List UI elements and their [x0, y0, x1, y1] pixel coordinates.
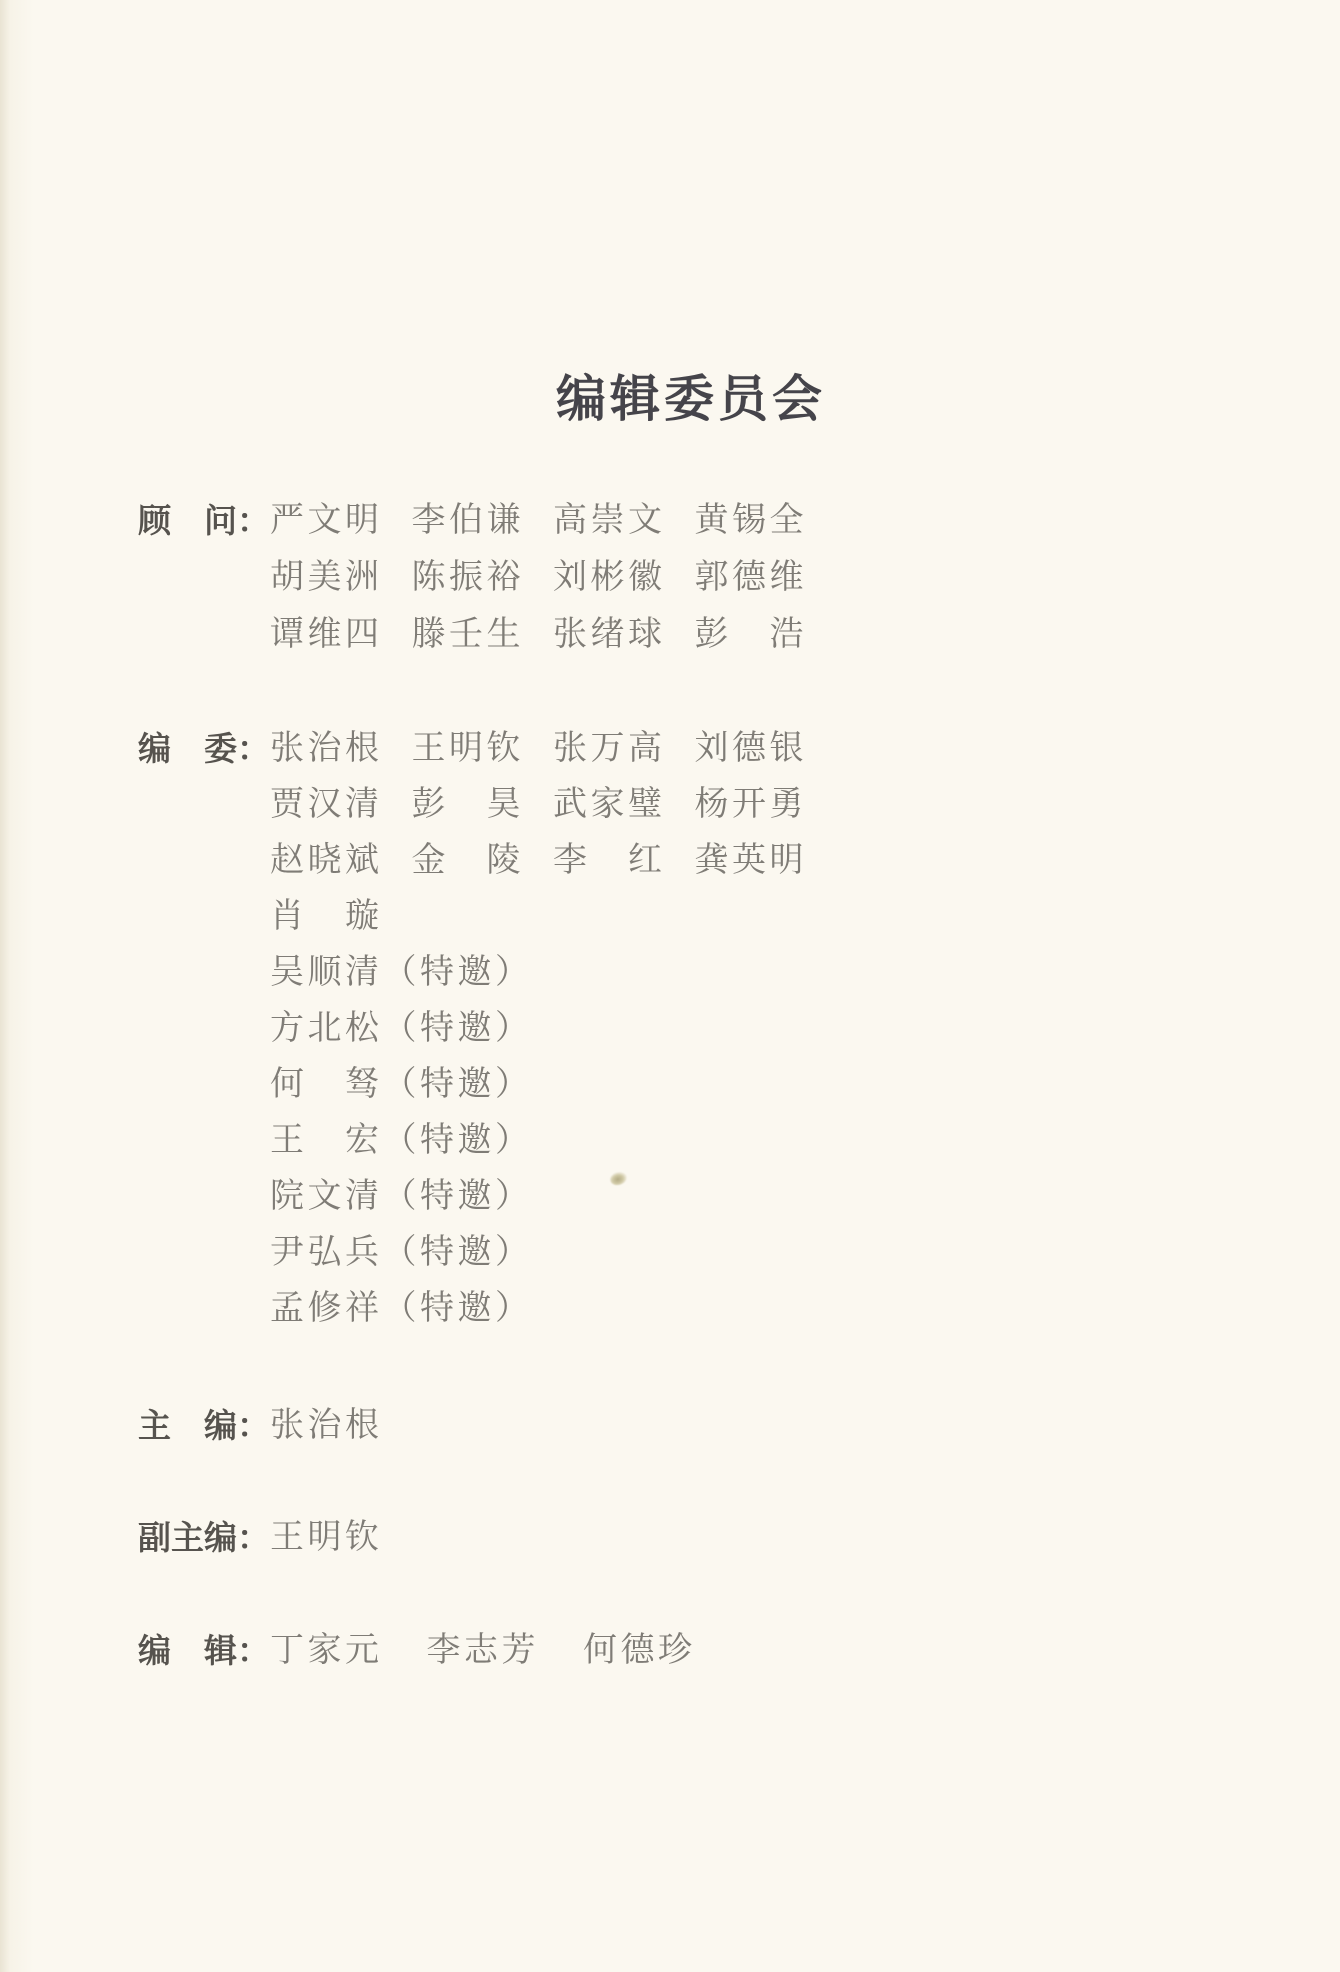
person-name: 王 宏: [270, 1122, 383, 1159]
person-name: 尹弘兵: [270, 1234, 383, 1271]
invited-member-row: [270, 1113, 807, 1169]
invited-tag: （特邀）: [382, 1066, 533, 1103]
committee-section: [138, 721, 807, 1337]
person-name: 郭德维: [694, 559, 807, 596]
person-name: 李伯谦: [411, 502, 524, 539]
person-name: 何德珍: [583, 1632, 696, 1669]
person-name: 武家璧: [553, 786, 666, 823]
committee-names-row: [270, 721, 807, 777]
person-name: 张绪球: [553, 616, 666, 653]
invited-tag: （特邀）: [382, 1234, 533, 1271]
person-name: 陈振裕: [411, 559, 524, 596]
person-name: 金 陵: [411, 842, 524, 879]
section-label-advisors: 顾 问：: [138, 502, 270, 539]
deputy-chief-editor-row: [270, 1510, 383, 1566]
person-name: 彭 浩: [694, 616, 807, 653]
person-name: 胡美洲: [270, 559, 383, 596]
person-name: 高崇文: [553, 502, 666, 539]
person-name: 刘德银: [694, 730, 807, 767]
section-label-chief-editor: 主 编：: [138, 1407, 270, 1444]
invited-member-row: [270, 1281, 807, 1337]
invited-tag: （特邀）: [382, 1290, 533, 1327]
person-name: 孟修祥: [270, 1290, 383, 1327]
page-title: 编辑委员会: [556, 371, 826, 427]
advisor-names-row: [270, 549, 807, 606]
committee-names-row: [270, 833, 807, 889]
invited-tag: （特邀）: [382, 1122, 533, 1159]
person-name: 龚英明: [694, 842, 807, 879]
committee-names-row: [270, 889, 807, 945]
person-name: 院文清: [270, 1178, 383, 1215]
advisor-names-row: [270, 606, 807, 663]
page-gutter-shadow: [0, 0, 36, 1972]
person-name: 刘彬徽: [553, 559, 666, 596]
committee-names-row: [270, 777, 807, 833]
person-name: 彭 昊: [411, 786, 524, 823]
deputy-chief-editor-section: [138, 1510, 383, 1566]
person-name: 杨开勇: [694, 786, 807, 823]
invited-member-row: [270, 1225, 807, 1281]
person-name: 吴顺清: [270, 954, 383, 991]
invited-tag: （特邀）: [382, 1010, 533, 1047]
person-name: 丁家元: [270, 1632, 383, 1669]
person-name: 黄锡全: [694, 502, 807, 539]
invited-member-row: [270, 1169, 807, 1225]
person-name: 王明钦: [270, 1519, 383, 1556]
person-name: 赵晓斌: [270, 842, 383, 879]
person-name: 王明钦: [411, 730, 524, 767]
person-name: 何 驽: [270, 1066, 383, 1103]
person-name: 方北松: [270, 1010, 383, 1047]
chief-editor-row: [270, 1398, 383, 1454]
section-label-editors: 编 辑：: [138, 1632, 270, 1669]
invited-member-row: [270, 945, 807, 1001]
person-name: 肖 璇: [270, 898, 383, 935]
person-name: 张万高: [553, 730, 666, 767]
person-name: 李 红: [553, 842, 666, 879]
section-label-committee: 编 委：: [138, 730, 270, 767]
advisor-names-row: [270, 492, 807, 549]
person-name: 滕壬生: [411, 616, 524, 653]
person-name: 张治根: [270, 730, 383, 767]
person-name: 贾汉清: [270, 786, 383, 823]
section-label-deputy-chief-editor: 副主编：: [138, 1519, 270, 1556]
chief-editor-section: [138, 1398, 383, 1454]
person-name: 李志芳: [426, 1632, 539, 1669]
invited-member-row: [270, 1001, 807, 1057]
invited-tag: （特邀）: [382, 1178, 533, 1215]
editors-row: [270, 1623, 696, 1679]
person-name: 谭维四: [270, 616, 383, 653]
editors-section: [138, 1623, 696, 1679]
invited-tag: （特邀）: [382, 954, 533, 991]
advisors-section: [138, 492, 807, 663]
person-name: 严文明: [270, 502, 383, 539]
invited-member-row: [270, 1057, 807, 1113]
person-name: 张治根: [270, 1407, 383, 1444]
